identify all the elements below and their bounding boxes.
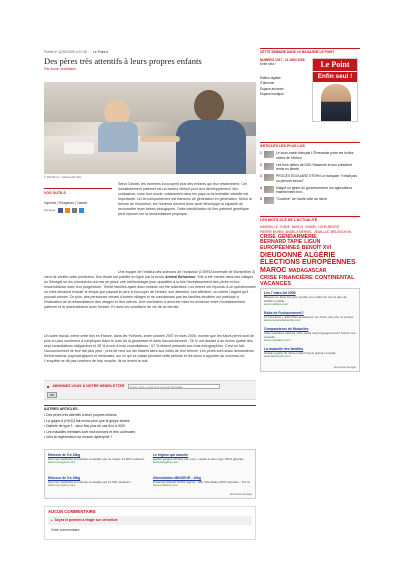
- most-read-title: ARTICLES LES PLUS LUS: [260, 144, 305, 148]
- ad-item[interactable]: [48, 476, 148, 488]
- most-read-link[interactable]: Le sous-marin français L'Émeraude porte les boîtes noires de l'Airbus: [275, 151, 354, 160]
- most-read-item[interactable]: [260, 163, 360, 171]
- tag-link[interactable]: DANIEL COHN-BENDIT: [305, 225, 340, 230]
- other-article-text[interactable]: Vers la régénération de muscle dystrophié ?: [46, 435, 113, 440]
- tools-links[interactable]: Imprimer | Réagissez | Classer: [44, 201, 88, 206]
- thumbnail-image[interactable]: [264, 174, 274, 181]
- other-article-link[interactable]: • Des pères très attentifs à leurs propres enfants: [44, 413, 117, 418]
- tag-link[interactable]: GENDARMERIE: [277, 233, 317, 240]
- ads-label[interactable]: Annonces Google: [333, 364, 356, 369]
- ad-text: avec les méthodes et produits conseillés par un-réputé 14.000 médecins: [48, 457, 145, 462]
- comments-box: AUCUN COMMENTAIRE ▸ Soyez le premier à réagir sur cet article Votre commentaire: [44, 506, 256, 540]
- most-read-link[interactable]: "Coraline" de l'autre côté du miroir: [275, 197, 328, 202]
- tag-cloud: [260, 216, 360, 287]
- tag-link[interactable]: BERNARD TAPIE: [260, 239, 303, 246]
- most-read-item[interactable]: [260, 174, 360, 182]
- tag-link[interactable]: JEAN-LUC MÉLENCHON: [314, 230, 351, 234]
- ad-item[interactable]: [261, 325, 359, 345]
- tag-link[interactable]: LIGUN: [304, 239, 321, 246]
- other-article-link[interactable]: • Diabète de type 1 : deux fois plus de cas d'ici à 2020: [44, 424, 126, 429]
- magazine-link-subscribe[interactable]: S'abonner: [260, 81, 275, 86]
- rank-number: 5: [260, 197, 262, 202]
- ad-text: Protéines Ragoût SANS régime - 99€ ! Résultats 100% Garantis - Voir ici: [153, 480, 251, 485]
- magazine-subtitle: Enfin seul !: [260, 62, 276, 66]
- thumbnail-image[interactable]: [264, 163, 274, 170]
- thumbnail-image[interactable]: [264, 197, 274, 204]
- tools-title: VOS OUTILS: [44, 191, 66, 195]
- ad-item[interactable]: [261, 309, 359, 325]
- tag-link[interactable]: PIERRE MORIN: [260, 230, 284, 234]
- ad-url[interactable]: www.proteine.com: [153, 483, 178, 488]
- most-read-link[interactable]: Malgré un geste du gouvernement, les agriculteurs maintiennent leur...: [275, 185, 353, 194]
- ad-title[interactable]: Comparateurs de Mutuelles: [264, 327, 309, 331]
- ad-url[interactable]: www.un-regime.com: [48, 460, 76, 465]
- ad-text: Bloquez en ligne l'ici pour prédire vos enfant de mer le taux de fertilité mortelle: [264, 295, 347, 304]
- rank-number: 4: [260, 185, 262, 190]
- tag-link[interactable]: EUROPÉENNES: [260, 244, 300, 251]
- paragraph-text: . Elle a été menée dans des villages du Sénégal où les chercheurs ont mis en place une méthodologie pour quantifier à la fois l'investissement des pères et leur ressemblance avec leur progéniture. Trente familles ayant deux enfants ont été sollicitées. Les mères ont répondu à un questionnaire où elles devaient évaluer le temps que passait le père à s'occuper de l'enfant, son attention, son affection, ou même l'argent qu'il pouvait donner. Ce plus, des personnes venant d'autres villages et ne connaissant pas les familles étudiées ont participé à l'évaluation de la ressemblance des visages et des odeurs. Une corrélation a ainsi été mise en évidence entre l'investissement paternel et la ressemblance avec l'enfant. Et donc les conditions de vie de ce dernier.: [44, 275, 256, 309]
- cover-headline: Enfin seul !: [313, 72, 357, 82]
- google-ads-right: [260, 288, 360, 372]
- ad-item[interactable]: [48, 453, 148, 465]
- most-read-item[interactable]: [260, 197, 360, 204]
- rank-number: 3: [260, 174, 262, 179]
- rank-number: 2: [260, 162, 262, 167]
- ad-item[interactable]: [261, 345, 359, 361]
- magazine-issue: NUMÉRO 1917 - 11 JUIN 2009: [260, 58, 305, 62]
- ad-text: perdez jusqu'à 10 kilos par mois • rapide & sans rejet 100% garantie: [153, 457, 244, 462]
- comment-first-link[interactable]: Soyez le premier à réagir sur cet article: [54, 518, 118, 523]
- paragraph-text: Un autre travail, mené cette fois en France, dans les Yvelines, entre octobre 2007 et mars 2008, montre que les futurs pères sont de plus en plus nombreux à s'impliquer dans le suivi de la grossesse et dans l'accouchement : 26 % ont assisté à au moins quatre des sept consultations obligatoires et 28 % à une à trois consultations ; 67 % étaient présents aux trois échographies. C'est en fait, l'accouchement ne leur fait plus peur : près de neuf sur dix étaient alors aux côtés de leur femme. Les pères sont aussi demandeurs d'informations, psychologiques et médicales, sur ce qui se passe pendant cette période et les soins à apporter au nouveau-né. L'enquête ne dit pas combien de fois, ensuite, ils se lèvent la nuit.: [44, 334, 255, 363]
- most-read-item[interactable]: [260, 186, 360, 194]
- father-head: [194, 90, 224, 122]
- article-photo: [44, 82, 256, 174]
- article-title: Des pères très attentifs à leurs propres enfants: [44, 56, 202, 67]
- tools-box: [44, 188, 112, 213]
- tag-link[interactable]: MADAGASCAR: [288, 268, 327, 275]
- magazine-link-shop[interactable]: Espace boutique: [260, 92, 284, 97]
- share-facebook-icon[interactable]: [58, 208, 63, 213]
- ad-url[interactable]: www.un-regime.com: [48, 483, 76, 488]
- cover-logo: Le Point: [320, 60, 350, 69]
- ad-text: Gratuit à partir du 3ème enfant! Devis gratuit et rapide.: [264, 351, 337, 356]
- article-paragraph-1: [118, 182, 256, 217]
- father-body: [176, 120, 246, 174]
- tag-cloud-title: LES MOTS-CLÉ DE L'ACTUALITÉ: [260, 218, 318, 222]
- article-header: [44, 50, 244, 72]
- tag-link[interactable]: BANCO: [291, 225, 304, 230]
- comments-title: AUCUN COMMENTAIRE: [48, 509, 96, 514]
- ad-title[interactable]: Les 7 stars Ad 2009: [264, 291, 296, 295]
- article-paragraph-3: [44, 334, 256, 364]
- article-source[interactable]: Le Point.fr: [92, 50, 109, 54]
- child-body: [98, 122, 138, 152]
- magazine-cover[interactable]: [312, 58, 358, 122]
- ad-text: Vous souhaitez calculer votre mode d'accompagnement? Suivez nos conseils.: [264, 331, 356, 340]
- article-date: Publié le 11/06/2009 à 02:35: [44, 50, 87, 54]
- paragraph-text: Selon Darwin, les hommes s'occupent plus des enfants qui leur ressemblent. Cet investissement paternel est un facteur décisif pour leur développement, leur croissance, voire leur survie, notamment dans les pays où la mortalité infantile est importante. Un tel comportement est transmis de génération en génération. Selon la théorie de l'évolution, les hommes doivent donc avoir développé la capacité de reconnaître leurs bébés biologiques. Cette identification du lien paternel génétique peut reposer sur la ressemblance physique.: [118, 182, 252, 216]
- ads-label[interactable]: Annonces Google: [229, 491, 252, 496]
- newsletter-box: ■ ABONNEZ-VOUS À NOTRE NEWSLETTER Entrez votre e-mail pour recevoir l'actualité OK: [44, 380, 256, 400]
- other-article-text[interactable]: Diabète de type 1 : deux fois plus de cas d'ici à 2020: [46, 424, 126, 429]
- most-read-link[interactable]: PROCÈS EDOUARD STERN Le banquier "n'était pas un pervers sexuel": [275, 174, 357, 183]
- other-article-text[interactable]: Des pères très attentifs à leurs propres enfants: [46, 413, 117, 418]
- tag-link[interactable]: ÉLECTIONS EUROPÉENNES: [260, 259, 356, 267]
- most-read-item[interactable]: [260, 151, 360, 159]
- ad-title[interactable]: Minceur de 5 à 15kg: [48, 453, 81, 457]
- tag-link[interactable]: MAROC: [260, 267, 287, 275]
- magazine-link-digital[interactable]: Edition digitale: [260, 76, 281, 80]
- other-article-text[interactable]: Les maladies mentales sont mal connues et très coûteuses: [46, 429, 136, 434]
- other-article-text[interactable]: La grippe A (H1N1) fait moins peur que la grippe aviaire: [46, 418, 130, 423]
- ad-title[interactable]: Minceur de 5 à 15kg: [48, 476, 81, 480]
- ad-url[interactable]: www.mahijou.com: [264, 302, 289, 307]
- thumbnail-image[interactable]: [264, 151, 274, 158]
- ad-item[interactable]: [153, 453, 253, 465]
- share-print-icon[interactable]: [72, 208, 77, 213]
- magazine-box: [260, 48, 360, 122]
- other-articles: [44, 405, 256, 441]
- other-articles-title: AUTRES ARTICLES: [44, 407, 78, 411]
- tag-link[interactable]: VACANCES: [260, 280, 291, 287]
- share-label: Partager: [44, 208, 56, 213]
- tag-link[interactable]: BENOÎT XVI: [301, 244, 332, 251]
- tag-link[interactable]: CHINE: [279, 225, 290, 230]
- magazine-header: CETTE SEMAINE DANS LE MAGAZINE LE POINT: [260, 50, 335, 54]
- other-article-link[interactable]: • La grippe A (H1N1) fait moins peur que la grippe aviaire: [44, 418, 130, 423]
- most-read: [260, 142, 360, 207]
- father-arm: [140, 136, 180, 142]
- newsletter-ok-button[interactable]: OK: [47, 392, 57, 398]
- magazine-link-subscribers[interactable]: Espace abonnés: [260, 86, 284, 91]
- ad-text: 17 Fonctions + 200 offres améliorées. Un choix, dès prix, le service.: [264, 315, 355, 320]
- newsletter-email-input[interactable]: [128, 384, 220, 389]
- your-comment-label: Votre commentaire: [51, 527, 80, 532]
- article-author[interactable]: Par Anne Jeanblanc: [44, 67, 77, 72]
- tag-link[interactable]: ALGÉRIE: [304, 251, 336, 259]
- most-read-link[interactable]: Les trois dettes de DSK Rassemé et son président remis en liberté: [275, 162, 352, 172]
- ad-item[interactable]: [261, 289, 359, 309]
- ad-url[interactable]: www.couturedemeuble.com: [264, 318, 301, 323]
- cover-portrait: [321, 84, 351, 122]
- photo-credit: © DR Sissi L. Yellowed/Corbis: [44, 175, 82, 179]
- ad-title[interactable]: La mutuelle des familles: [264, 347, 304, 351]
- google-ads-bottom: [44, 449, 256, 499]
- rank-number: 1: [260, 151, 262, 156]
- newsletter-label: ABONNEZ-VOUS À NOTRE NEWSLETTER: [52, 384, 125, 389]
- journal-name: Animal Behaviour: [165, 275, 196, 279]
- share-email-icon[interactable]: [65, 208, 70, 213]
- share-bookmark-icon[interactable]: [79, 208, 84, 213]
- ad-url[interactable]: www.familymut.com: [264, 354, 291, 359]
- ad-text: avec les méthodes et produits conseillés par 14.000 médecins: [48, 480, 131, 485]
- ad-title[interactable]: Le régime qui marche: [153, 453, 189, 457]
- table-item: [64, 142, 94, 154]
- other-article-link[interactable]: • Les maladies mentales sont mal connues et très coûteuses: [44, 429, 136, 434]
- ad-url[interactable]: www.mutuelles.com: [264, 338, 291, 343]
- ad-title[interactable]: Alimentation MINCEUR - 10kg: [153, 476, 202, 480]
- tag-link[interactable]: ANGELA MERKEL: [285, 230, 313, 234]
- article-paragraph-2: [44, 270, 256, 310]
- tag-link[interactable]: MARSEILLE: [260, 225, 278, 230]
- tag-link[interactable]: CRISE: [260, 233, 276, 240]
- thumbnail-image[interactable]: [264, 186, 274, 193]
- tag-link[interactable]: CONTINENTAL: [314, 274, 355, 281]
- paragraph-text: Une équipe de l'Institut des sciences de l'évolution (CNRS/Université de Montpellier 2) vient de vérifier cette prédiction. Son étude est publiée en ligne par la revue: [44, 270, 256, 279]
- tag-link[interactable]: DIEUDONNÉ: [260, 251, 303, 259]
- other-article-link[interactable]: • Vers la régénération de muscle dystrophié ?: [44, 435, 113, 440]
- ad-url[interactable]: www.leregime.com: [153, 460, 179, 465]
- tag-link[interactable]: CRISE FINANCIÈRE: [260, 274, 313, 281]
- ad-item[interactable]: [153, 476, 253, 488]
- ad-title[interactable]: Robe de Fuchscrement?: [264, 311, 304, 315]
